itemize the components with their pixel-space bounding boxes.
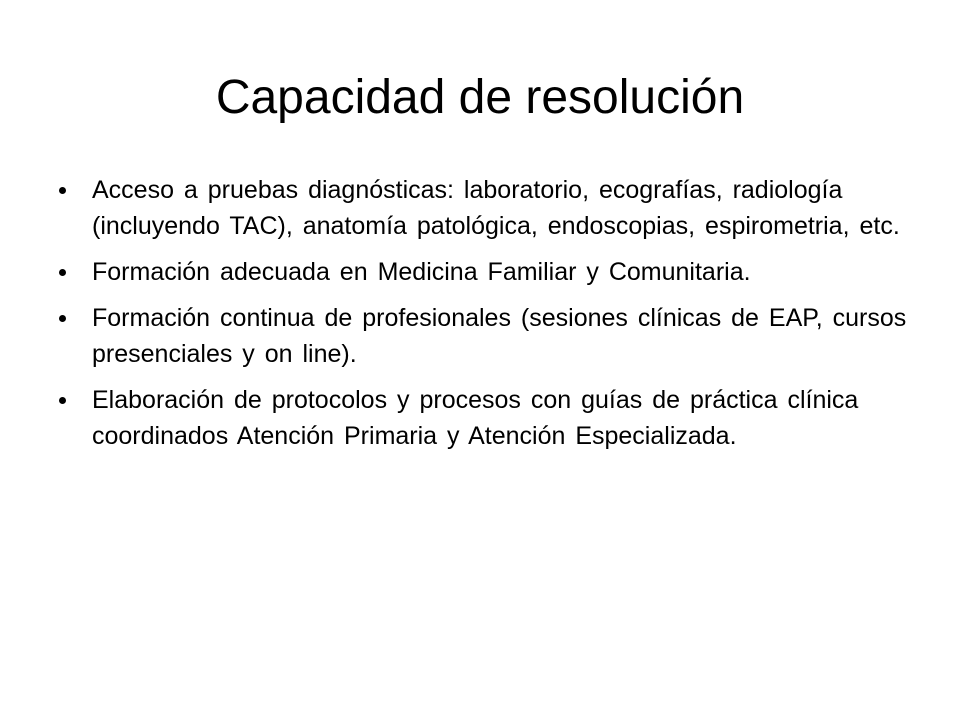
bullet-text: Acceso a pruebas diagnósticas: laboratorio, ecografías, radiología (incluyendo TAC), anatomía patológica, endoscopias, espirometria, etc. [92,176,900,240]
bullet-text: Formación continua de profesionales (sesiones clínicas de EAP, cursos presenciales y on line). [92,304,907,368]
bullet-text: Formación adecuada en Medicina Familiar y Comunitaria. [92,258,751,286]
bullet-dot-icon [59,187,66,194]
bullet-list [55,172,925,464]
bullet-dot-icon [59,269,66,276]
bullet-dot-icon [59,397,66,404]
slide-title: Capacidad de resolución [215,71,745,124]
bullet-item [55,172,925,244]
bullet-dot-icon [59,315,66,322]
bullet-item [55,254,925,290]
bullet-item [55,382,925,454]
bullet-text: Elaboración de protocolos y procesos con guías de práctica clínica coordinados Atención Primaria y Atención Especializada. [92,386,859,450]
bullet-item [55,300,925,372]
